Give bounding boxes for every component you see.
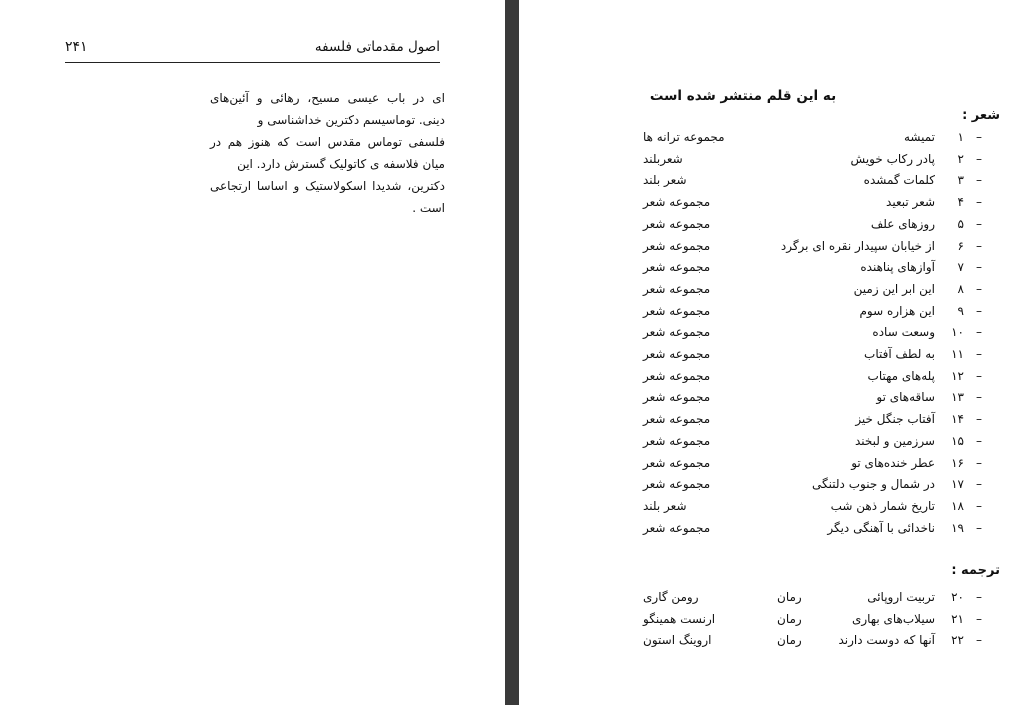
item-dash: –	[976, 455, 982, 470]
item-dash: –	[976, 433, 982, 448]
item-type: مجموعه ترانه ها	[643, 130, 725, 144]
item-title: روزهای علف	[870, 216, 935, 231]
item-title: آوازهای پناهنده	[860, 260, 935, 275]
item-title: سیلاب‌های بهاری	[851, 611, 935, 626]
item-type: مجموعه شعر	[643, 477, 711, 492]
item-dash: –	[976, 590, 982, 604]
running-title: اصول مقدماتی فلسفه	[314, 39, 440, 55]
item-type: شعر بلند	[643, 173, 687, 188]
item-dash: –	[976, 238, 982, 253]
item-type: مجموعه شعر	[643, 216, 711, 231]
poetry-section-label: شعر :	[962, 108, 1000, 123]
item-title: پله‌های مهتاب	[867, 368, 935, 383]
item-type: مجموعه شعر	[643, 347, 711, 361]
item-dash: –	[976, 260, 982, 275]
publications-heading: به این قلم منتشر شده است	[649, 88, 837, 104]
item-dash: –	[976, 633, 982, 648]
list-item	[519, 633, 1024, 653]
item-number: ۱۶	[951, 455, 964, 470]
list-item	[519, 412, 1024, 432]
item-title: ساقه‌های تو	[876, 390, 935, 405]
item-genre: رمان	[777, 590, 802, 604]
item-number: ۱۷	[951, 477, 964, 492]
item-title: پادر رکاب خویش	[850, 151, 935, 166]
item-type: مجموعه شعر	[643, 390, 711, 405]
item-dash: –	[976, 412, 982, 427]
list-item	[519, 456, 1024, 476]
item-number: ۱۸	[951, 498, 964, 513]
item-number: ۱۴	[951, 412, 964, 427]
item-dash: –	[976, 151, 982, 166]
body-line: ای در باب عیسی مسیح، رهائی و آئین‌های دینی. توماسیسم دکترین خداشناسی و	[210, 91, 445, 127]
item-title: تاریخ شمار ذهن شب	[830, 498, 935, 513]
item-number: ۱۹	[951, 520, 964, 535]
item-dash: –	[976, 216, 982, 231]
item-type: شعر بلند	[643, 498, 687, 513]
item-number: ۲	[957, 151, 964, 166]
item-title: آنها که دوست دارند	[838, 633, 935, 648]
item-type: مجموعه شعر	[643, 325, 711, 340]
item-title: از خیابان سپیدار نقره ای برگرد	[780, 238, 935, 253]
item-title: به لطف آفتاب	[864, 347, 935, 361]
item-number: ۱۲	[951, 368, 964, 383]
list-item	[519, 499, 1024, 519]
body-paragraph	[210, 87, 445, 219]
item-dash: –	[976, 347, 982, 361]
item-number: ۳	[957, 173, 964, 188]
item-dash: –	[976, 477, 982, 492]
list-item	[519, 282, 1024, 302]
item-title: این هزاره سوم	[859, 303, 935, 318]
item-dash: –	[976, 498, 982, 513]
book-gutter	[505, 0, 519, 705]
list-item	[519, 304, 1024, 324]
right-page	[519, 0, 1024, 705]
item-number: ۵	[957, 216, 964, 231]
page-number: ۲۴۱	[65, 39, 88, 55]
list-item	[519, 369, 1024, 389]
item-number: ۱۱	[951, 347, 964, 361]
item-dash: –	[976, 325, 982, 340]
item-author: ارنست همینگو	[643, 611, 716, 626]
item-type: مجموعه شعر	[643, 303, 711, 318]
header-rule	[65, 62, 440, 63]
list-item	[519, 590, 1024, 610]
item-dash: –	[976, 130, 982, 144]
item-type: مجموعه شعر	[643, 412, 711, 427]
item-dash: –	[976, 390, 982, 405]
left-page	[0, 0, 505, 705]
item-number: ۲۰	[951, 590, 964, 604]
item-number: ۲۱	[951, 611, 964, 626]
list-item	[519, 390, 1024, 410]
item-dash: –	[976, 520, 982, 535]
list-item	[519, 217, 1024, 237]
item-dash: –	[976, 368, 982, 383]
item-type: مجموعه شعر	[643, 281, 711, 296]
item-number: ۷	[957, 260, 964, 275]
list-item	[519, 195, 1024, 215]
body-line: دکترین، شدیدا اسکولاستیک و اساسا ارتجاعی است .	[210, 179, 445, 215]
item-dash: –	[976, 281, 982, 296]
item-number: ۱۵	[951, 433, 964, 448]
item-number: ۸	[957, 281, 964, 296]
list-item	[519, 347, 1024, 367]
list-item	[519, 130, 1024, 150]
list-item	[519, 612, 1024, 632]
item-title: در شمال و جنوب دلتنگی	[812, 477, 935, 492]
item-dash: –	[976, 195, 982, 210]
list-item	[519, 477, 1024, 497]
item-number: ۲۲	[951, 633, 964, 648]
item-title: عطر خنده‌های تو	[851, 455, 935, 470]
item-number: ۱۰	[951, 325, 964, 340]
item-author: اروینگ استون	[643, 633, 712, 648]
translation-section-label: ترجمه :	[951, 563, 1000, 578]
item-dash: –	[976, 611, 982, 626]
item-type: مجموعه شعر	[643, 238, 711, 253]
list-item	[519, 521, 1024, 541]
item-dash: –	[976, 303, 982, 318]
item-number: ۶	[957, 238, 964, 253]
list-item	[519, 260, 1024, 280]
list-item	[519, 325, 1024, 345]
item-genre: رمان	[777, 611, 802, 626]
item-number: ۴	[957, 195, 964, 210]
list-item	[519, 152, 1024, 172]
item-type: مجموعه شعر	[643, 368, 711, 383]
item-type: مجموعه شعر	[643, 260, 711, 275]
item-number: ۹	[957, 303, 964, 318]
item-type: مجموعه شعر	[643, 433, 711, 448]
item-type: مجموعه شعر	[643, 520, 711, 535]
body-line: فلسفی توماس مقدس است که هنوز هم در میان فلاسفه ی کاتولیک گسترش دارد. این	[210, 135, 445, 171]
item-title: ناخدائی با آهنگی دیگر	[827, 520, 935, 535]
item-author: رومن گاری	[643, 590, 699, 604]
item-title: سرزمین و لبخند	[854, 433, 935, 448]
item-title: تربیت اروپائی	[867, 590, 935, 604]
item-type: مجموعه شعر	[643, 455, 711, 470]
list-item	[519, 173, 1024, 193]
list-item	[519, 434, 1024, 454]
item-type: مجموعه شعر	[643, 195, 711, 210]
item-title: کلمات گمشده	[863, 173, 935, 188]
item-title: آفتاب جنگل خیز	[855, 412, 935, 427]
item-genre: رمان	[777, 633, 802, 648]
item-number: ۱۳	[951, 390, 964, 405]
item-title: شعر تبعید	[886, 195, 935, 210]
item-title: وسعت ساده	[872, 325, 935, 340]
list-item	[519, 239, 1024, 259]
item-number: ۱	[957, 130, 964, 144]
item-dash: –	[976, 173, 982, 188]
item-title: این ابر این زمین	[853, 281, 935, 296]
item-type: شعربلند	[643, 151, 683, 166]
item-title: تمیشه	[903, 130, 935, 144]
